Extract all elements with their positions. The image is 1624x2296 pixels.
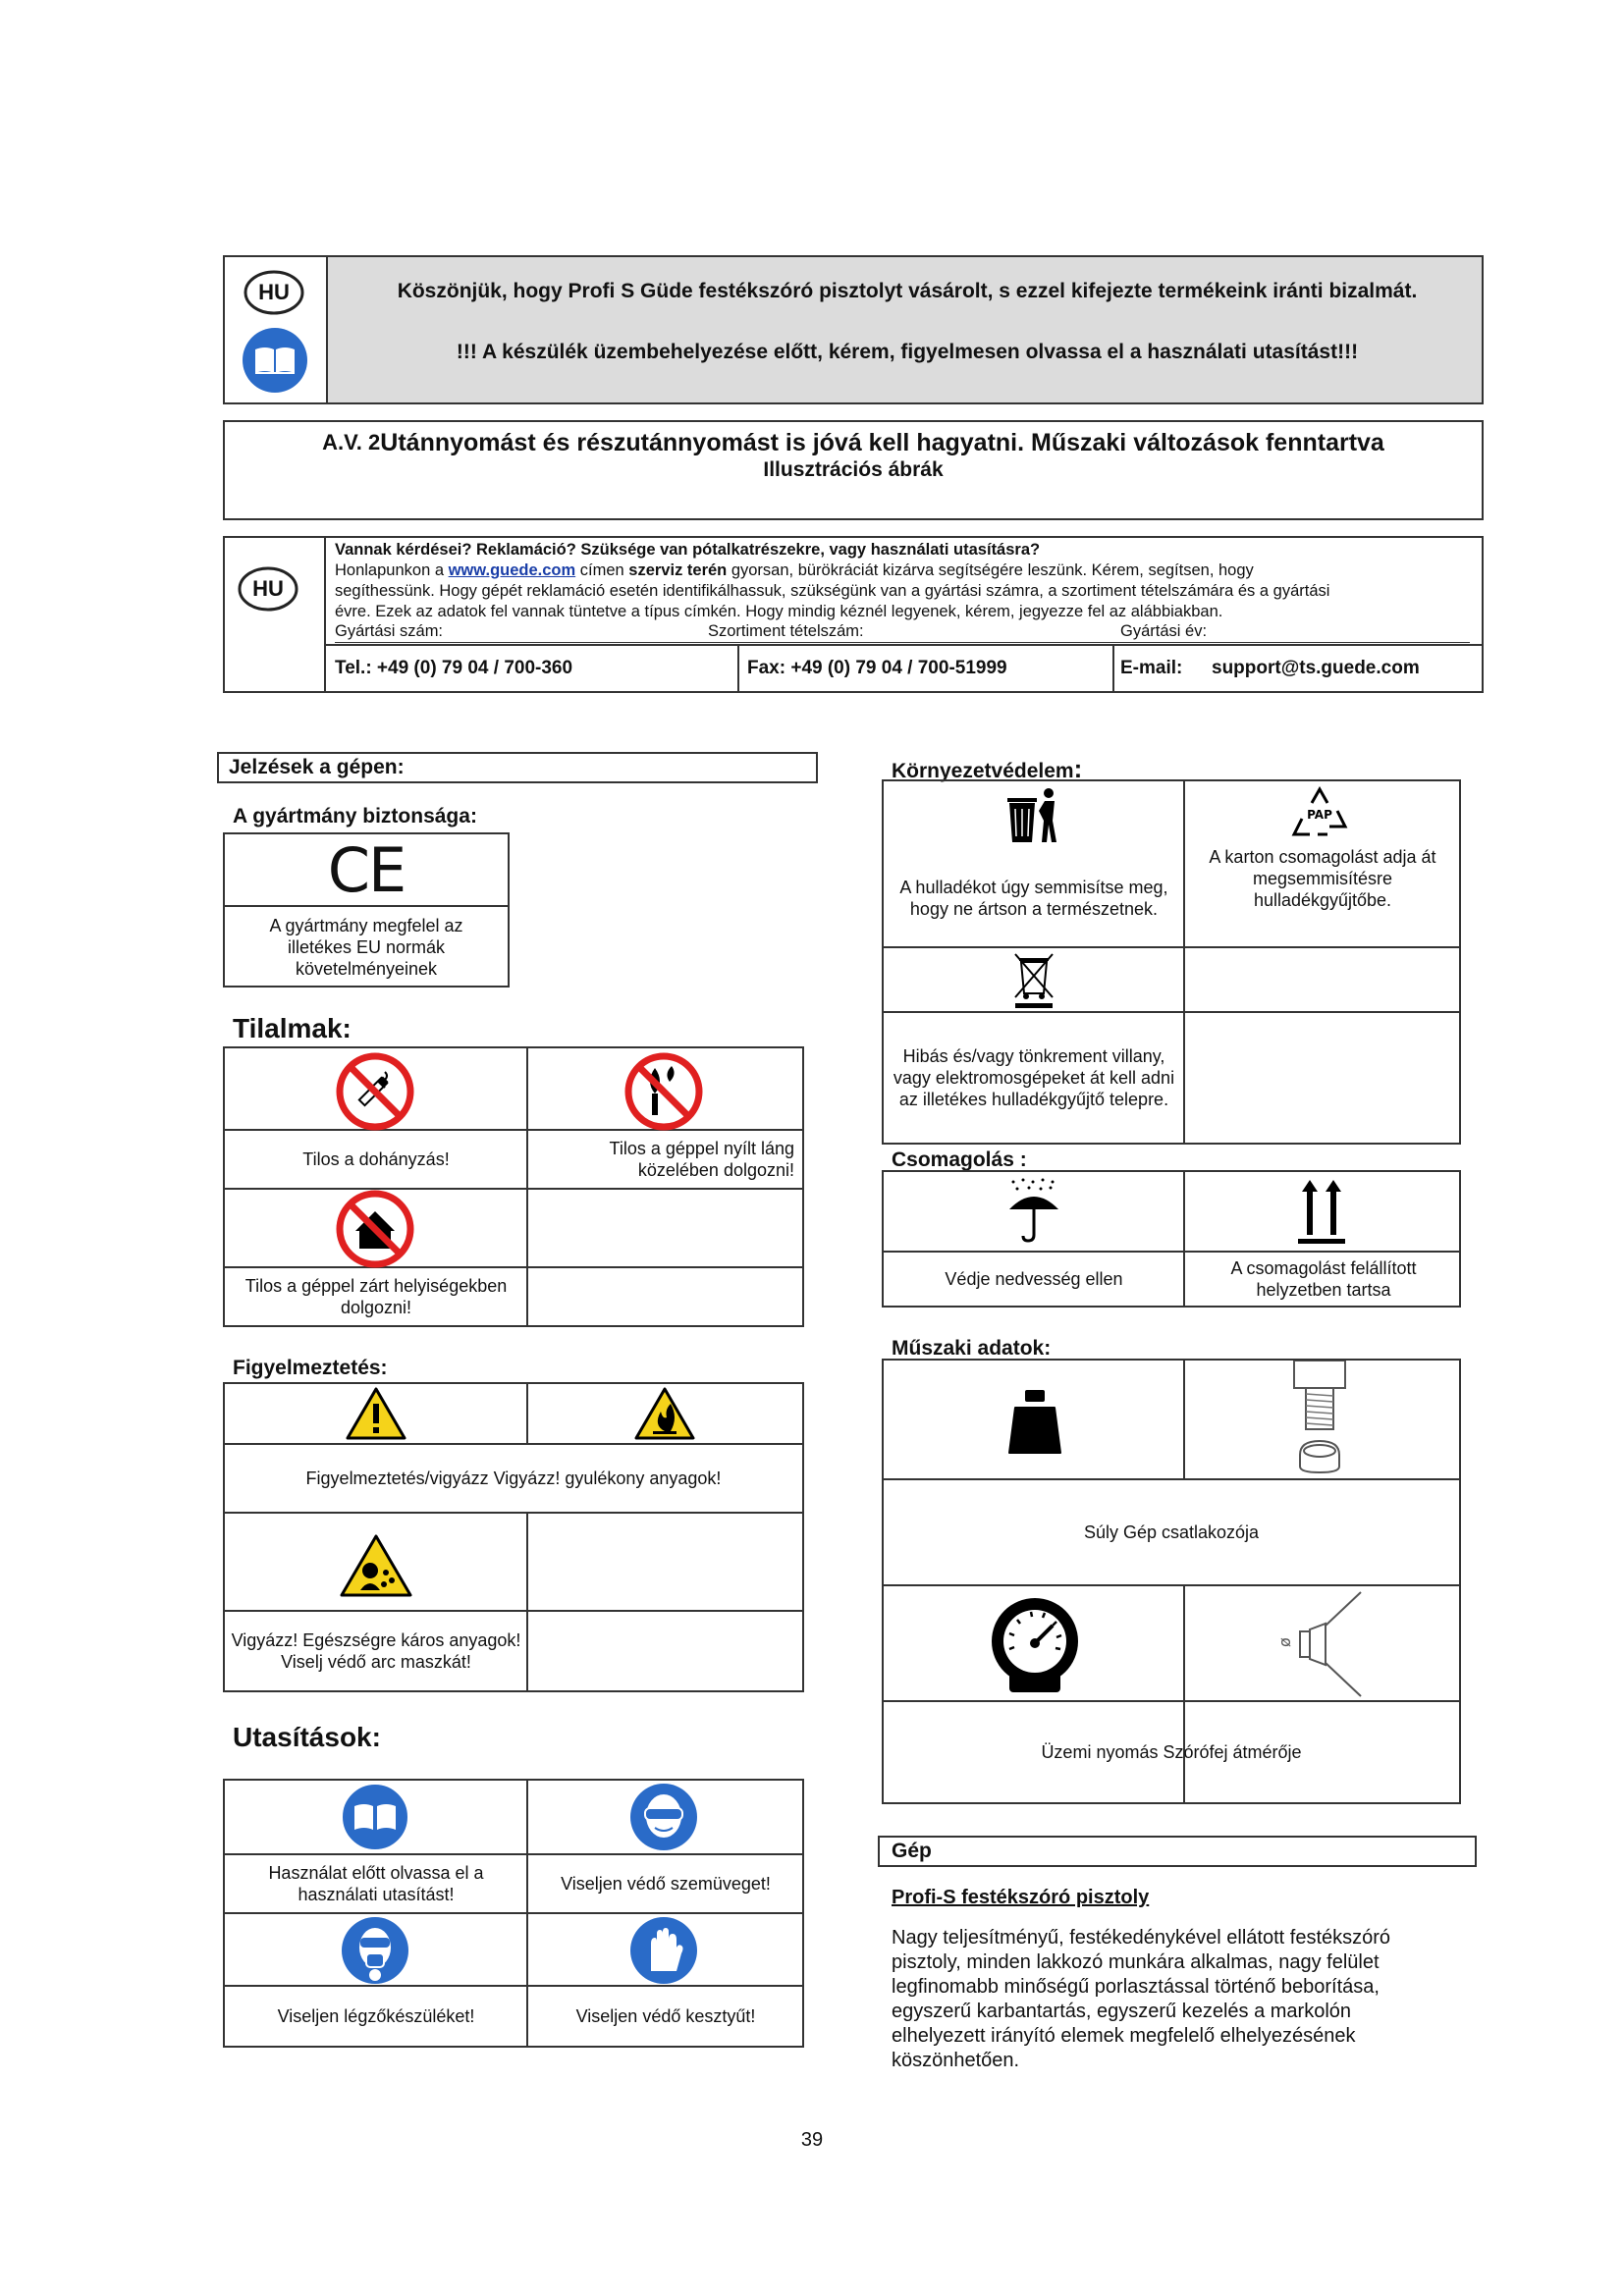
machine-title-box <box>878 1836 1477 1867</box>
pressure-gauge-icon <box>988 1594 1082 1696</box>
ce-text: A gyártmány megfelel az illetékes EU normák követelményeinek <box>269 916 463 979</box>
support-box <box>223 536 1484 693</box>
support-line1-mid: címen <box>575 561 629 579</box>
instructions-title: Utasítások: <box>233 1722 381 1752</box>
hu-badge-label: HU <box>258 280 290 304</box>
prohibitions-title: Tilalmak: <box>233 1013 352 1043</box>
support-divider-email <box>1112 644 1114 691</box>
product-description: Nagy teljesítményű, festékedénykével ellátott festékszóró pisztoly, minden lakkozó munkára alkalmas, nagy felület legfinomabb minőségű porlasztással történő beborítása, egyszerű karbantartás, egyszerű kezelés a markolón elhelyezett irányító elemek megfelelő elhelyezésének köszönhetően. <box>892 1927 1391 2071</box>
no-flame-text: Tilos a géppel nyílt láng közelében dolgozni! <box>609 1139 794 1180</box>
no-open-flame-icon <box>624 1052 703 1131</box>
notice-main-line <box>225 426 1482 459</box>
read-manual-text: Használat előtt olvassa el a használati utasítást! <box>268 1863 484 1904</box>
year-field-label: Gyártási év: <box>1120 622 1208 640</box>
env-hline1 <box>884 946 1459 948</box>
this-way-up-icon <box>1294 1176 1349 1247</box>
tech-vline-1 <box>1183 1361 1185 1478</box>
warnings-title: Figyelmeztetés: <box>233 1357 388 1379</box>
notice-box <box>223 420 1484 520</box>
page-number: 39 <box>800 2128 824 2151</box>
notice-prefix: A.V. 2 <box>322 430 381 454</box>
prohib-hline2 <box>225 1188 802 1190</box>
keep-dry-umbrella-icon <box>1003 1176 1064 1245</box>
warn-hline2 <box>225 1512 802 1514</box>
gloves-text: Viseljen védő kesztyűt! <box>575 2006 756 2026</box>
safety-title: A gyártmány biztonsága: <box>233 805 477 828</box>
serial-field-label: Gyártási szám: <box>335 622 444 640</box>
env-waste-text: A hulladékot úgy semmisítse meg, hogy ne ártson a természetnek. <box>899 878 1168 919</box>
header-thanks-text: Köszönjük, hogy Profi S Güde festékszóró pisztolyt vásárolt, s ezzel kifejezte termékeink iránti bizalmát. <box>397 280 1418 302</box>
serial-field <box>335 622 708 643</box>
trash-person-icon <box>1003 785 1064 846</box>
respirator-text: Viseljen légzőkészüléket! <box>277 2006 475 2026</box>
manual-book-icon <box>241 326 309 395</box>
env-carton-text: A karton csomagolást adja át megsemmisítésre hulladékgyűjtőbe. <box>1209 847 1436 910</box>
no-enclosed-space-icon <box>336 1190 414 1268</box>
read-manual-icon <box>339 1781 411 1853</box>
machine-title: Gép <box>892 1840 932 1862</box>
packaging-table <box>882 1170 1461 1308</box>
env-title-text: Környezetvédelem <box>892 760 1074 782</box>
notice-sub: Illusztrációs ábrák <box>763 458 944 481</box>
ce-mark-cell <box>225 834 508 907</box>
item-number-label: Szortiment tételszám: <box>708 622 864 640</box>
pap-label: PAP <box>1307 808 1332 822</box>
header-warning-text: !!! A készülék üzembehelyezése előtt, kérem, figyelmesen olvassa el a használati utasítást!!! <box>456 341 1359 363</box>
no-enclosed-text: Tilos a géppel zárt helyiségekben dolgozni! <box>244 1276 508 1317</box>
support-text <box>335 540 1474 622</box>
instructions-table <box>223 1779 804 2048</box>
support-divider-h <box>324 644 1482 646</box>
no-smoking-text: Tilos a dohányzás! <box>302 1149 450 1169</box>
general-warning-icon <box>345 1386 407 1441</box>
env-electro-text: Hibás és/vagy tönkrement villany, vagy elektromosgépeket át kell adni az illetékes hulladékgyűjtő telepre. <box>893 1046 1175 1109</box>
support-hu-badge <box>237 565 299 613</box>
tech-row1-text: Súly Gép csatlakozója <box>1083 1522 1260 1542</box>
warn-vline-top <box>526 1384 528 1443</box>
respirator-icon <box>339 1914 411 1987</box>
markings-title-box <box>217 752 818 783</box>
env-hline2 <box>884 1011 1459 1013</box>
weee-crossed-bin-icon <box>1011 950 1056 1009</box>
warn-vline-bottom <box>526 1512 528 1690</box>
guede-website-link[interactable]: www.guede.com <box>448 561 576 579</box>
prohib-vline <box>526 1048 528 1325</box>
no-smoking-icon <box>336 1052 414 1131</box>
packaging-title: Csomagolás : <box>892 1148 1027 1171</box>
gloves-icon <box>627 1914 700 1987</box>
support-email: support@ts.guede.com <box>1212 658 1420 678</box>
markings-title: Jelzések a gépen: <box>229 756 405 778</box>
connector-thread-icon <box>1288 1361 1351 1476</box>
flammable-warning-icon <box>633 1386 696 1441</box>
tech-hline2 <box>884 1584 1459 1586</box>
keep-dry-text: Védje nedvesség ellen <box>945 1269 1123 1289</box>
support-tel: Tel.: +49 (0) 79 04 / 700-360 <box>335 658 573 678</box>
support-line1 <box>335 561 1474 581</box>
nozzle-diameter-icon <box>1271 1590 1369 1698</box>
support-divider-fax <box>737 644 739 691</box>
tech-title: Műszaki adatok: <box>892 1337 1052 1360</box>
support-line2: segíthessünk. Hogy gépét reklamáció esetén identifikálhassuk, szükségünk van a gyártási számra, a szortiment tételszámára és a gyártási <box>335 582 1330 600</box>
env-vline <box>1183 781 1185 1143</box>
hu-badge <box>243 269 305 316</box>
env-table <box>882 779 1461 1145</box>
item-number-field <box>708 622 1120 643</box>
env-title-colon: : <box>1073 754 1083 783</box>
instr-hline2 <box>225 1912 802 1914</box>
ce-mark: CE <box>327 833 406 906</box>
support-line1-post: gyorsan, bürökráciát kizárva segítségére leszünk. Kérem, segítsen, hogy <box>727 561 1254 579</box>
nozzle-diameter-symbol: ø <box>1275 1637 1294 1647</box>
pack-vline <box>1183 1172 1185 1306</box>
ce-table <box>223 832 510 988</box>
product-title: Profi-S festékszóró pisztoly <box>892 1887 1150 1908</box>
tech-row2-text: Üzemi nyomás Szórófej átmérője <box>1041 1742 1302 1762</box>
header-box <box>223 255 1484 404</box>
year-field <box>1120 622 1470 643</box>
health-hazard-text: Vigyázz! Egészségre káros anyagok! Viselj védő arc maszkát! <box>231 1630 521 1672</box>
support-hu-label: HU <box>252 576 284 601</box>
support-email-label: E-mail: <box>1120 658 1183 678</box>
notice-main: Utánnyomást és részutánnyomást is jóvá kell hagyatni. Műszaki változások fenntartva <box>380 428 1384 456</box>
eye-protection-text: Viseljen védő szemüveget! <box>561 1874 771 1894</box>
warning-row1-text: Figyelmeztetés/vigyázz Vigyázz! gyulékony anyagok! <box>305 1468 722 1488</box>
this-way-up-text: A csomagolást felállított helyzetben tartsa <box>1230 1258 1417 1300</box>
warnings-table <box>223 1382 804 1692</box>
support-line3: évre. Ezek az adatok fel vannak tüntetve a típus címkén. Hogy mindig kéznél legyenek, kérem, jegyezze fel az alábbiakban. <box>335 603 1223 620</box>
weight-icon <box>1005 1388 1064 1457</box>
support-line1-bold: szerviz terén <box>628 561 728 579</box>
support-line1-pre: Honlapunkon a <box>335 561 449 579</box>
support-fax: Fax: +49 (0) 79 04 / 700-51999 <box>747 658 1007 678</box>
health-hazard-icon <box>339 1533 413 1598</box>
support-divider-v <box>324 538 326 691</box>
prohibitions-table <box>223 1046 804 1327</box>
support-question: Vannak kérdései? Reklamáció? Szüksége van pótalkatrészekre, vagy használati utasításra? <box>335 541 1041 559</box>
eye-protection-icon <box>627 1781 700 1853</box>
tech-table <box>882 1359 1461 1804</box>
